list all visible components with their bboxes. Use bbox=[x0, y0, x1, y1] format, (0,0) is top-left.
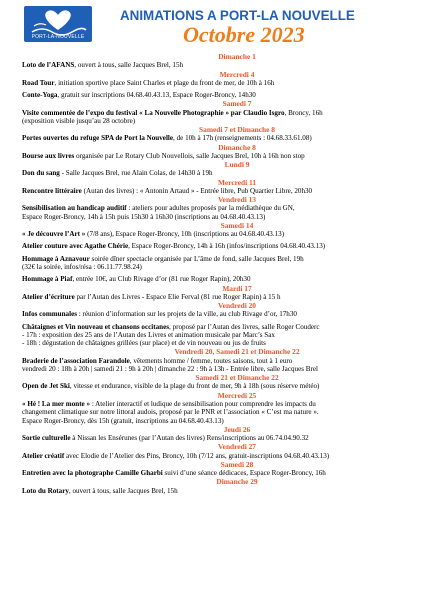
event-details: (7/8 ans), Espace Roger-Broncy, 10h (inscriptions au 04.68.40.43.13) bbox=[85, 230, 285, 239]
event-date: Vendredi 13 bbox=[218, 195, 256, 205]
event-details: avec Elodie de l’Atelier des Pins, Broncy, 10h (7/12 ans, gratuit-inscriptions 04.68.40.43.13) bbox=[64, 451, 330, 460]
event-details: par l’Autan des Livres - Espace Elie Ferval (81 rue Roger Rapin) à 15 h bbox=[74, 292, 281, 301]
event-text bbox=[22, 187, 420, 195]
event-text bbox=[22, 255, 420, 263]
event-text bbox=[22, 152, 420, 160]
event-date: Dimanche 29 bbox=[216, 477, 258, 487]
event-title: Sortie culturelle bbox=[22, 434, 71, 443]
event-entry bbox=[22, 442, 420, 460]
event-details: organisée par Le Rotary Club Nouvellois, salle Jacques Brel, 10h à 16h non stop bbox=[74, 151, 305, 160]
event-text bbox=[22, 134, 420, 142]
event-date: Mardi 17 bbox=[222, 283, 252, 293]
event-details: (32€ la soirée, infos/résa : 06.11.77.98.24) bbox=[22, 262, 142, 271]
event-details: suivi d’une séance dédicaces, Espace Roger-Broncy, 16h bbox=[162, 469, 326, 478]
event-entry bbox=[22, 319, 420, 348]
event-entry bbox=[22, 238, 420, 250]
event-title: Braderie de l’association Farandole bbox=[22, 356, 130, 365]
event-title: Atelier d’écriture bbox=[22, 292, 75, 301]
event-date: Dimanche 1 bbox=[218, 52, 256, 61]
event-text bbox=[22, 275, 420, 283]
event-entry bbox=[22, 52, 420, 70]
event-details: - 17h : exposition des 25 ans de l’Autan des Livres et animation musicale par Marc’s Sax bbox=[22, 330, 275, 339]
event-details: , Espace Roger-Broncy, 14h à 16h (infos/inscriptions 04.68.40.43.13) bbox=[128, 242, 326, 251]
event-entry bbox=[22, 284, 420, 302]
event-entry bbox=[22, 301, 420, 319]
event-date: Samedi 7 bbox=[222, 99, 252, 109]
event-date: Jeudi 26 bbox=[223, 424, 251, 434]
events-list bbox=[22, 52, 420, 495]
event-text bbox=[22, 452, 420, 460]
event-text bbox=[22, 408, 420, 416]
event-details: (exposition visible jusqu’au 28 octobre) bbox=[22, 116, 136, 125]
event-details: , gratuit sur inscriptions 04.68.40.43.13, Espace Roger-Broncy, 14h30 bbox=[57, 91, 256, 99]
event-details: vendredi 20 : 18h à 20h | samedi 21 : 9h à 20h | dimanche 22 : 9h à 13h - Entrée libre, salle Jacques Brel bbox=[22, 364, 318, 373]
event-entry bbox=[22, 271, 420, 283]
event-date: Samedi 7 et Dimanche 8 bbox=[199, 125, 275, 135]
event-date: Vendredi 27 bbox=[218, 442, 256, 452]
event-text bbox=[22, 434, 420, 442]
event-date: Mercredi 25 bbox=[217, 390, 257, 400]
event-entry bbox=[22, 160, 420, 178]
event-text bbox=[22, 365, 420, 373]
event-entry bbox=[22, 70, 420, 88]
event-title: Open de Jet Ski bbox=[22, 382, 70, 391]
event-details: - Salle Jacques Brel, rue Alain Colas, de 14h30 à 19h bbox=[59, 169, 213, 178]
event-date: Mercredi 4 bbox=[219, 69, 255, 79]
event-text bbox=[22, 382, 420, 390]
event-details: (Autan des livres) : « Antonin Artaud » - Entrée libre, Pub Quartier Libre, 20h30 bbox=[81, 186, 313, 195]
event-entry bbox=[22, 460, 420, 478]
event-title: Hommage à Piaf bbox=[22, 275, 73, 284]
event-details: , ouvert à tous, salle Jacques Brel, 15h bbox=[68, 486, 178, 495]
event-title: « Hé ! La mer monte » bbox=[22, 399, 91, 408]
event-title: Portes ouvertes du refuge SPA de Port la Nouvelle bbox=[22, 134, 174, 143]
event-title: Don du sang bbox=[22, 169, 60, 178]
event-entry bbox=[22, 391, 420, 425]
event-details: à Nissan les Ensérunes (par l’Autan des livres) Rens/inscriptions au 06.74.04.90.32 bbox=[70, 434, 309, 443]
event-date: Vendredi 20 bbox=[218, 301, 256, 311]
event-text bbox=[22, 357, 420, 365]
event-text bbox=[22, 242, 420, 250]
event-details: , Broncy, 16h bbox=[284, 108, 323, 117]
event-title: « Je découvre l’Art » bbox=[22, 230, 86, 239]
page-title: ANIMATIONS A PORT-LA NOUVELLE bbox=[120, 8, 355, 23]
event-text bbox=[22, 230, 420, 238]
event-date: Samedi 28 bbox=[220, 459, 254, 469]
event-title: Bourse aux livres bbox=[22, 151, 75, 160]
event-text bbox=[22, 79, 420, 87]
event-text bbox=[22, 109, 420, 117]
event-text bbox=[22, 169, 420, 177]
event-details: , proposé par l’Autan des livres, salle Roger Couderc bbox=[169, 322, 320, 331]
event-entry bbox=[22, 99, 420, 125]
event-entry bbox=[22, 425, 420, 443]
event-text bbox=[22, 323, 420, 331]
event-details: : Atelier interactif et ludique de sensibilisation pour comprendre les impacts du bbox=[90, 399, 316, 408]
event-text bbox=[22, 310, 420, 318]
event-entry bbox=[22, 347, 420, 373]
event-entry bbox=[22, 178, 420, 196]
logo-text: PORT-LA-NOUVELLE bbox=[31, 34, 85, 40]
page-month: Octobre 2023 bbox=[183, 22, 305, 47]
event-date: Samedi 14 bbox=[220, 220, 254, 230]
event-entry bbox=[22, 251, 420, 272]
event-title: Road Tour bbox=[22, 78, 55, 87]
event-text bbox=[22, 263, 420, 271]
event-date: Samedi 21 et Dimanche 22 bbox=[195, 373, 279, 383]
event-details: - 18h : dégustation de châtaignes grillées (sur place) et de vin nouveau ou jus de fruits bbox=[22, 339, 266, 348]
event-title: Loto de l’AFANS bbox=[22, 61, 75, 70]
event-entry bbox=[22, 221, 420, 239]
event-text bbox=[22, 293, 420, 301]
event-details: , de 10h à 17h (renseignements : 04.68.33.61.08) bbox=[173, 134, 312, 143]
event-details: Espace Roger-Broncy, 14h à 15h puis 15h30 à 16h30 (inscriptions au 04.68.40.43.13) bbox=[22, 212, 266, 221]
event-title: Loto du Rotary bbox=[22, 486, 69, 495]
event-title: Sensibilisation au handicap auditif bbox=[22, 204, 127, 213]
event-entry bbox=[22, 87, 420, 99]
event-text bbox=[22, 417, 420, 425]
event-title: Conte-Yoga bbox=[22, 91, 58, 99]
event-date: Lundi 9 bbox=[224, 160, 250, 170]
event-details: soirée dîner spectacle organisée par L’âme de fond, salle Jacques Brel, 19h bbox=[89, 254, 304, 263]
event-text bbox=[22, 213, 420, 221]
event-details: , entrée 10€, au Club Rivage d’or (81 rue Roger Rapin), 20h30 bbox=[72, 275, 251, 284]
event-text bbox=[22, 400, 420, 408]
event-details: , ouvert à tous, salle Jacques Brel, 15h bbox=[74, 61, 184, 70]
event-text bbox=[22, 117, 420, 125]
event-details: Espace Roger-Broncy, dès 15h (gratuit, inscriptions au 04.68.40.43.13) bbox=[22, 416, 224, 425]
event-title: Entretien avec la photographe Camille Gharbi bbox=[22, 469, 163, 478]
event-date: Mercredi 11 bbox=[217, 177, 257, 187]
event-text bbox=[22, 339, 420, 347]
event-title: Rencontre littéraire bbox=[22, 186, 82, 195]
event-entry bbox=[22, 195, 420, 221]
event-date: Dimanche 8 bbox=[218, 142, 256, 152]
event-entry bbox=[22, 125, 420, 143]
event-text bbox=[22, 331, 420, 339]
event-text bbox=[22, 469, 420, 477]
event-title: Atelier couture avec Agathe Chérie bbox=[22, 242, 129, 251]
event-title: Hommage à Aznavour bbox=[22, 254, 90, 263]
event-date: Vendredi 20, Samedi 21 et Dimanche 22 bbox=[174, 347, 300, 357]
event-details: : ateliers pour adultes proposés par la médiathèque du GN, bbox=[126, 204, 295, 213]
event-entry bbox=[22, 477, 420, 495]
event-text bbox=[22, 61, 420, 69]
event-text bbox=[22, 204, 420, 212]
event-title: Atelier créatif bbox=[22, 451, 65, 460]
event-text bbox=[22, 487, 420, 495]
event-details: : réunion d’information sur les projets de la ville, au club Rivage d’or, 17h30 bbox=[76, 310, 297, 319]
event-entry bbox=[22, 143, 420, 161]
event-text bbox=[22, 91, 420, 99]
event-title: Châtaignes et Vin nouveau et chansons occitanes bbox=[22, 322, 170, 331]
event-details: , vêtements homme / femme, toutes saisons, tout à 1 euro bbox=[129, 356, 293, 365]
town-logo bbox=[24, 6, 92, 42]
event-details: , initiation sportive place Saint Charles et plage du front de mer, de 10h à 16h bbox=[54, 78, 275, 87]
event-details: , vitesse et endurance, visible de la plage du front de mer, 9h à 18h (sous réserve météo) bbox=[69, 382, 320, 391]
event-title: Visite commentée de l’expo du festival « La Nouvelle Photographie » par Claudio Isgro bbox=[22, 108, 285, 117]
event-title: Infos communales bbox=[22, 310, 77, 319]
event-details: changement climatique sur notre littoral audois, proposé par le PNR et l’association « C’est ma nature ». bbox=[22, 408, 319, 417]
event-entry bbox=[22, 373, 420, 391]
